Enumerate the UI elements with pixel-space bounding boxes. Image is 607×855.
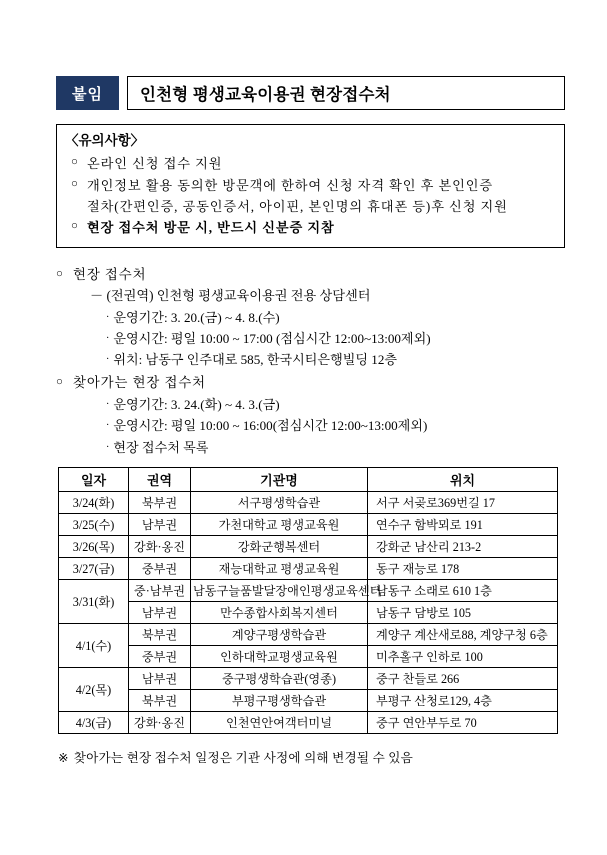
table-row [59, 579, 558, 601]
section-heading [56, 372, 565, 394]
cell-zone: 북부권 [129, 491, 191, 513]
cell-location: 미추홀구 인하로 100 [368, 645, 558, 667]
page-title: 인천형 평생교육이용권 현장접수처 [140, 85, 391, 104]
cell-zone: 강화·옹진 [129, 535, 191, 557]
notice-item-text: 온라인 신청 접수 지원 [87, 156, 223, 172]
cell-organization: 남동구늘품발달장애인평생교육센터 [191, 579, 368, 601]
detail-bullet-icon: · [106, 441, 110, 453]
table-row [59, 667, 558, 689]
detail-bullet-icon: · [106, 333, 110, 345]
notice-item-text: 현장 접수처 방문 시, 반드시 신분증 지참 [87, 220, 335, 236]
detail-bullet-icon: · [106, 354, 110, 366]
cell-organization: 재능대학교 평생교육원 [191, 557, 368, 579]
table-head [59, 467, 558, 491]
cell-organization: 부평구평생학습관 [191, 689, 368, 711]
cell-date: 3/31(화) [59, 579, 129, 623]
table-column-header: 권역 [129, 467, 191, 491]
detail-text: 운영시간: 평일 10:00 ~ 17:00 (점심시간 12:00~13:00제외) [113, 331, 431, 347]
section-detail [106, 437, 565, 458]
section-bullet-icon: ○ [56, 376, 63, 389]
section-detail [106, 328, 565, 349]
cell-location: 남동구 담방로 105 [368, 601, 558, 623]
section-detail [106, 349, 565, 370]
notice-item-list [65, 153, 554, 239]
detail-text: 운영시간: 평일 10:00 ~ 16:00(점심시간 12:00~13:00제외) [113, 418, 428, 434]
cell-location: 부평구 산청로129, 4층 [368, 689, 558, 711]
title-box [127, 76, 565, 110]
detail-text: 운영기간: 3. 20.(금) ~ 4. 8.(수) [113, 309, 280, 325]
footnote-mark: ※ [58, 750, 69, 765]
notice-bullet-icon: ○ [71, 156, 78, 169]
table-row [59, 513, 558, 535]
footnote [58, 747, 565, 766]
cell-location: 동구 재능로 178 [368, 557, 558, 579]
cell-location: 남동구 소래로 610 1층 [368, 579, 558, 601]
notice-item-text: 개인정보 활용 동의한 방문객에 한하여 신청 자격 확인 후 본인인증 절차(간편인증, 공동인증서, 아이핀, 본인명의 휴대폰 등)후 신청 지원 [87, 175, 554, 218]
cell-zone: 남부권 [129, 513, 191, 535]
notice-bullet-icon: ○ [71, 177, 78, 190]
table-row [59, 623, 558, 645]
cell-zone: 중·남부권 [129, 579, 191, 601]
cell-location: 계양구 계산새로88, 계양구청 6층 [368, 623, 558, 645]
cell-location: 강화군 남산리 213-2 [368, 535, 558, 557]
section-detail [106, 307, 565, 328]
section-heading-text: 현장 접수처 [73, 266, 147, 282]
notice-item [71, 217, 554, 238]
cell-organization: 인천연안여객터미널 [191, 711, 368, 733]
cell-zone: 남부권 [129, 667, 191, 689]
notice-heading: 〈유의사항〉 [65, 133, 145, 148]
section-heading [56, 264, 565, 286]
cell-zone: 중부권 [129, 645, 191, 667]
table-header-row [59, 467, 558, 491]
table-row [59, 535, 558, 557]
notice-item [71, 175, 554, 218]
cell-organization: 인하대학교평생교육원 [191, 645, 368, 667]
cell-date: 3/27(금) [59, 557, 129, 579]
cell-organization: 계양구평생학습관 [191, 623, 368, 645]
notice-bullet-icon: ○ [71, 220, 78, 233]
detail-text: 운영기간: 3. 24.(화) ~ 4. 3.(금) [113, 397, 280, 413]
notice-item-continuation: 절차(간편인증, 공동인증서, 아이핀, 본인명의 휴대폰 등)후 신청 지원 [87, 199, 508, 214]
detail-bullet-icon: · [106, 420, 110, 432]
schedule-table [58, 467, 558, 734]
detail-bullet-icon: · [106, 399, 110, 411]
cell-date: 4/3(금) [59, 711, 129, 733]
table-row [59, 491, 558, 513]
footnote-text: 찾아가는 현장 접수처 일정은 기관 사정에 의해 변경될 수 있음 [73, 750, 414, 765]
attachment-badge: 붙임 [56, 76, 119, 110]
cell-organization: 가천대학교 평생교육원 [191, 513, 368, 535]
cell-organization: 서구평생학습관 [191, 491, 368, 513]
cell-location: 연수구 함박뫼로 191 [368, 513, 558, 535]
section-subheading: － (전권역) 인천형 평생교육이용권 전용 상담센터 [90, 288, 371, 304]
detail-text: 위치: 남동구 인주대로 585, 한국시티은행빌딩 12층 [113, 352, 398, 368]
cell-organization: 중구평생학습관(영종) [191, 667, 368, 689]
cell-zone: 중부권 [129, 557, 191, 579]
cell-organization: 강화군행복센터 [191, 535, 368, 557]
section-detail [106, 415, 565, 436]
section-heading-text: 찾아가는 현장 접수처 [73, 375, 207, 391]
cell-date: 3/26(목) [59, 535, 129, 557]
table-body [59, 491, 558, 733]
cell-date: 4/1(수) [59, 623, 129, 667]
table-row [59, 557, 558, 579]
cell-zone: 북부권 [129, 623, 191, 645]
section-detail [106, 394, 565, 415]
cell-zone: 남부권 [129, 601, 191, 623]
table-row [59, 711, 558, 733]
notice-item [71, 153, 554, 174]
cell-date: 3/24(화) [59, 491, 129, 513]
document-header [56, 76, 565, 110]
section-bullet-icon: ○ [56, 267, 63, 280]
cell-location: 중구 찬들로 266 [368, 667, 558, 689]
detail-bullet-icon: · [106, 311, 110, 323]
detail-text: 현장 접수처 목록 [113, 439, 209, 455]
table-row [59, 689, 558, 711]
cell-organization: 만수종합사회복지센터 [191, 601, 368, 623]
table-column-header: 일자 [59, 467, 129, 491]
cell-date: 3/25(수) [59, 513, 129, 535]
cell-zone: 강화·옹진 [129, 711, 191, 733]
table-row [59, 645, 558, 667]
table-column-header: 위치 [368, 467, 558, 491]
table-column-header: 기관명 [191, 467, 368, 491]
cell-date: 4/2(목) [59, 667, 129, 711]
notice-box [56, 124, 565, 248]
table-row [59, 601, 558, 623]
cell-location: 중구 연안부두로 70 [368, 711, 558, 733]
section-list [56, 264, 565, 458]
cell-zone: 북부권 [129, 689, 191, 711]
cell-location: 서구 서곶로369번길 17 [368, 491, 558, 513]
